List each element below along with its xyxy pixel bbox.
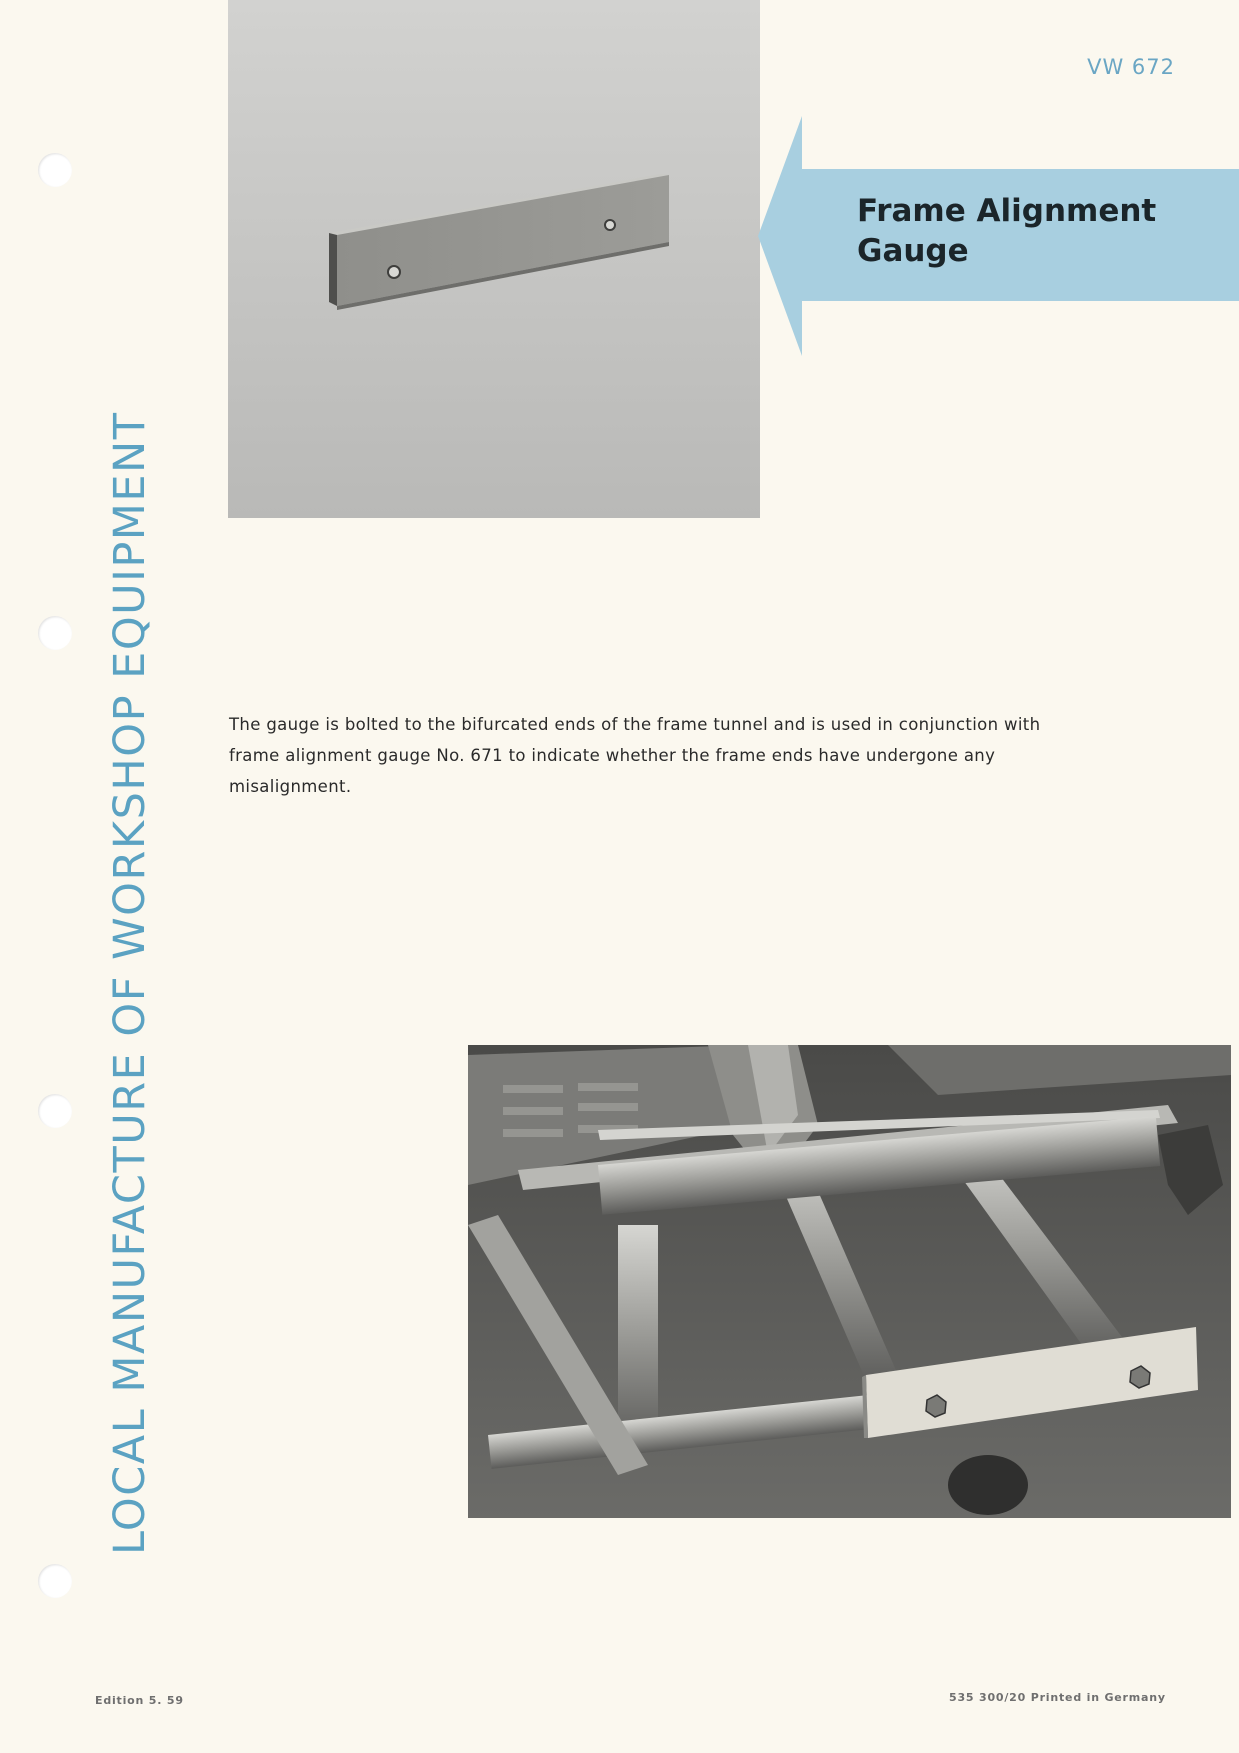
punch-hole xyxy=(38,1094,72,1128)
title-line-1: Frame Alignment xyxy=(857,193,1157,229)
reference-number: VW 672 xyxy=(1087,55,1175,79)
punch-hole xyxy=(38,153,72,187)
gauge-photo xyxy=(228,0,760,518)
edition-label: Edition 5. 59 xyxy=(95,1694,184,1707)
side-title: LOCAL MANUFACTURE OF WORKSHOP EQUIPMENT xyxy=(105,411,155,1555)
title-line-2: Gauge xyxy=(857,233,969,269)
print-info: 535 300/20 Printed in Germany xyxy=(949,1691,1166,1704)
frame-installation-photo xyxy=(468,1045,1231,1518)
description-text: The gauge is bolted to the bifurcated ends of the frame tunnel and is used in conjunction with frame alignment gauge No. 671 to indicate whether the frame ends have undergone any misalignment. xyxy=(229,715,1041,796)
punch-hole xyxy=(38,1564,72,1598)
punch-hole xyxy=(38,616,72,650)
page-title xyxy=(857,191,1156,271)
